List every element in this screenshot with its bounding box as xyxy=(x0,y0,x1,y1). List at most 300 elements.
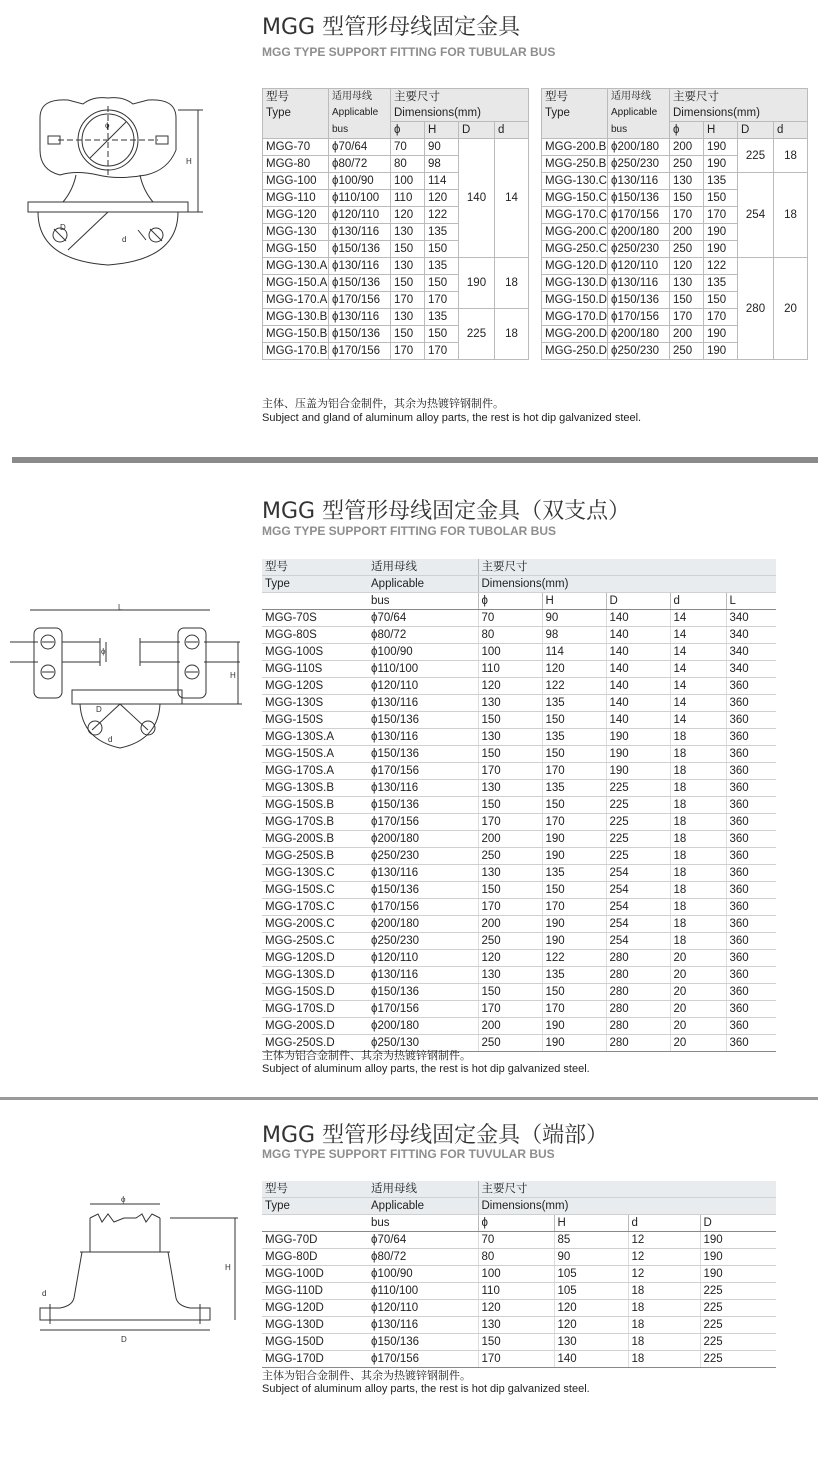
cell-L: 360 xyxy=(726,729,776,746)
cell-type: MGG-150.A xyxy=(263,275,329,292)
cell-type: MGG-130S.D xyxy=(262,967,368,984)
cell-phi: 130 xyxy=(391,309,425,326)
cell-H: 170 xyxy=(542,814,606,831)
cell-bus: ϕ150/136 xyxy=(608,190,670,207)
th-bus-en: Applicable xyxy=(608,105,670,122)
cell-d: 14 xyxy=(670,695,726,712)
cell-phi: 250 xyxy=(478,933,542,950)
cell-D: 254 xyxy=(738,173,774,258)
cell-bus: ϕ170/156 xyxy=(329,343,391,360)
cell-phi: 250 xyxy=(670,343,704,360)
cell-phi: 120 xyxy=(478,1300,554,1317)
table-row xyxy=(262,950,776,967)
cell-phi: 130 xyxy=(478,780,542,797)
cell-L: 360 xyxy=(726,1001,776,1018)
cell-bus: ϕ250/130 xyxy=(368,1035,478,1052)
table-row xyxy=(542,139,808,156)
cell-bus: ϕ150/136 xyxy=(368,746,478,763)
cell-H: 135 xyxy=(542,729,606,746)
th-D: D xyxy=(459,122,495,139)
cell-type: MGG-120S.D xyxy=(262,950,368,967)
cell-d: 18 xyxy=(670,763,726,780)
cell-d: 14 xyxy=(670,610,726,627)
cell-phi: 200 xyxy=(478,831,542,848)
cell-bus: ϕ130/116 xyxy=(329,224,391,241)
cell-type: MGG-250S.C xyxy=(262,933,368,950)
cell-bus: ϕ150/136 xyxy=(368,712,478,729)
table-row xyxy=(262,1018,776,1035)
cell-phi: 170 xyxy=(391,292,425,309)
th-col-d: d xyxy=(670,593,726,610)
cell-D: 190 xyxy=(700,1266,776,1283)
cell-phi: 170 xyxy=(478,1351,554,1368)
cell-d: 20 xyxy=(670,967,726,984)
cell-phi: 80 xyxy=(478,627,542,644)
cell-H: 130 xyxy=(554,1334,628,1351)
cell-D: 225 xyxy=(700,1300,776,1317)
table-row xyxy=(262,1317,776,1334)
cell-L: 360 xyxy=(726,933,776,950)
cell-type: MGG-120 xyxy=(263,207,329,224)
table-row xyxy=(262,1232,776,1249)
cell-phi: 130 xyxy=(670,275,704,292)
cell-d: 18 xyxy=(670,916,726,933)
table-row xyxy=(262,780,776,797)
cell-type: MGG-130.C xyxy=(542,173,608,190)
section2-body xyxy=(262,610,776,1052)
cell-H: 170 xyxy=(542,899,606,916)
cell-L: 340 xyxy=(726,627,776,644)
th-col-phi: ϕ xyxy=(478,593,542,610)
cell-D: 190 xyxy=(700,1249,776,1266)
cell-type: MGG-150S.D xyxy=(262,984,368,1001)
dim-label-H: H xyxy=(225,1263,231,1272)
cell-H: 122 xyxy=(704,258,738,275)
cell-D: 190 xyxy=(459,258,495,309)
cell-d: 18 xyxy=(495,309,529,360)
cell-type: MGG-150S.B xyxy=(262,797,368,814)
dim-label-L: L xyxy=(118,603,123,612)
cell-bus: ϕ130/116 xyxy=(368,729,478,746)
table-row xyxy=(262,661,776,678)
cell-bus: ϕ250/230 xyxy=(608,156,670,173)
th-col-d: d xyxy=(628,1215,700,1232)
th-type-cn: 型号 xyxy=(263,89,329,106)
table-row xyxy=(542,173,808,190)
cell-D: 140 xyxy=(606,695,670,712)
table-row xyxy=(262,729,776,746)
table-row xyxy=(262,831,776,848)
table-row xyxy=(262,848,776,865)
cell-L: 360 xyxy=(726,678,776,695)
cell-phi: 70 xyxy=(478,1232,554,1249)
table-row xyxy=(263,258,529,275)
cell-H: 150 xyxy=(542,984,606,1001)
table-row xyxy=(262,967,776,984)
cell-L: 360 xyxy=(726,848,776,865)
cell-bus: ϕ150/136 xyxy=(368,1334,478,1351)
cell-d: 20 xyxy=(670,984,726,1001)
cell-bus: ϕ120/110 xyxy=(608,258,670,275)
cell-d: 20 xyxy=(670,1035,726,1052)
cell-L: 340 xyxy=(726,610,776,627)
cell-d: 18 xyxy=(670,933,726,950)
cell-L: 360 xyxy=(726,1018,776,1035)
cell-H: 150 xyxy=(542,712,606,729)
cell-H: 122 xyxy=(542,678,606,695)
cell-bus: ϕ130/116 xyxy=(329,309,391,326)
dim-label-phi: ϕ xyxy=(105,121,110,130)
cell-d: 18 xyxy=(670,729,726,746)
cell-H: 190 xyxy=(542,1018,606,1035)
cell-type: MGG-70 xyxy=(263,139,329,156)
cell-H: 150 xyxy=(425,275,459,292)
cell-H: 190 xyxy=(704,139,738,156)
th-d: d xyxy=(774,122,808,139)
cell-bus: ϕ130/116 xyxy=(329,258,391,275)
cell-type: MGG-110S xyxy=(262,661,368,678)
table-row xyxy=(262,1334,776,1351)
th-bus-cn: 适用母线 xyxy=(608,89,670,106)
cell-bus: ϕ250/230 xyxy=(368,933,478,950)
cell-bus: ϕ110/100 xyxy=(368,1283,478,1300)
cell-D: 225 xyxy=(700,1317,776,1334)
cell-d: 18 xyxy=(774,139,808,173)
cell-H: 150 xyxy=(542,797,606,814)
table-row xyxy=(262,1300,776,1317)
th-type-en: Type xyxy=(262,1198,368,1215)
cell-L: 360 xyxy=(726,780,776,797)
th-dim-en: Dimensions(mm) xyxy=(478,576,776,593)
cell-d: 20 xyxy=(670,1018,726,1035)
cell-D: 225 xyxy=(606,797,670,814)
th-col-H: H xyxy=(542,593,606,610)
section2-title: MGG 型管形母线固定金具（双支点） xyxy=(262,499,631,524)
cell-bus: ϕ70/64 xyxy=(329,139,391,156)
cell-H: 135 xyxy=(542,780,606,797)
cell-type: MGG-170S.C xyxy=(262,899,368,916)
cell-phi: 150 xyxy=(391,275,425,292)
th-bus-en2: bus xyxy=(608,122,670,139)
cell-bus: ϕ110/100 xyxy=(368,661,478,678)
cell-bus: ϕ100/90 xyxy=(368,1266,478,1283)
dim-label-d: d xyxy=(108,735,113,744)
dim-label-D: D xyxy=(96,705,102,714)
cell-d: 20 xyxy=(670,950,726,967)
table-row xyxy=(262,763,776,780)
cell-bus: ϕ120/110 xyxy=(368,950,478,967)
cell-type: MGG-120.D xyxy=(542,258,608,275)
cell-H: 135 xyxy=(425,309,459,326)
cell-D: 280 xyxy=(606,1001,670,1018)
cell-bus: ϕ150/136 xyxy=(329,241,391,258)
cell-phi: 130 xyxy=(478,695,542,712)
cell-H: 120 xyxy=(554,1300,628,1317)
section1-note-en: Subject and gland of aluminum alloy parts, the rest is hot dip galvanized steel. xyxy=(262,412,642,424)
cell-phi: 150 xyxy=(478,797,542,814)
section1-right-body xyxy=(542,139,808,360)
th-col-phi: ϕ xyxy=(478,1215,554,1232)
cell-H: 90 xyxy=(542,610,606,627)
cell-D: 280 xyxy=(606,950,670,967)
th-dim-en: Dimensions(mm) xyxy=(478,1198,776,1215)
cell-type: MGG-70D xyxy=(262,1232,368,1249)
th-dim-cn: 主要尺寸 xyxy=(670,89,808,106)
cell-phi: 120 xyxy=(478,950,542,967)
table-row xyxy=(262,644,776,661)
th-bus-en: Applicable xyxy=(368,576,478,593)
cell-H: 150 xyxy=(542,746,606,763)
cell-d: 18 xyxy=(670,831,726,848)
cell-H: 170 xyxy=(425,292,459,309)
cell-H: 150 xyxy=(425,326,459,343)
cell-phi: 250 xyxy=(478,848,542,865)
th-dim-cn: 主要尺寸 xyxy=(478,559,776,576)
cell-H: 135 xyxy=(425,224,459,241)
cell-bus: ϕ200/180 xyxy=(608,224,670,241)
cell-H: 90 xyxy=(554,1249,628,1266)
cell-type: MGG-170.A xyxy=(263,292,329,309)
cell-phi: 100 xyxy=(478,644,542,661)
cell-phi: 120 xyxy=(478,678,542,695)
cell-L: 360 xyxy=(726,814,776,831)
table-row xyxy=(262,695,776,712)
th-type-cn: 型号 xyxy=(542,89,608,106)
cell-D: 254 xyxy=(606,899,670,916)
cell-d: 14 xyxy=(670,678,726,695)
th-type-en: Type xyxy=(542,105,608,122)
dim-label-H: H xyxy=(230,671,236,680)
dim-label-phi: ϕ xyxy=(121,1195,126,1204)
cell-L: 340 xyxy=(726,661,776,678)
th-bus-en: Applicable xyxy=(368,1198,478,1215)
section-divider xyxy=(0,1097,818,1100)
cell-phi: 110 xyxy=(478,1283,554,1300)
cell-bus: ϕ170/156 xyxy=(368,1351,478,1368)
section1-right-table xyxy=(541,88,808,360)
cell-type: MGG-170.C xyxy=(542,207,608,224)
cell-bus: ϕ110/100 xyxy=(329,190,391,207)
cell-d: 18 xyxy=(670,780,726,797)
cell-bus: ϕ150/136 xyxy=(608,292,670,309)
cell-D: 225 xyxy=(738,139,774,173)
cell-type: MGG-130.D xyxy=(542,275,608,292)
section1-left-table xyxy=(262,88,529,360)
cell-type: MGG-150.C xyxy=(542,190,608,207)
cell-type: MGG-200.C xyxy=(542,224,608,241)
cell-L: 360 xyxy=(726,695,776,712)
section1-note-cn: 主体、压盖为铝合金制件，其余为热镀锌钢制件。 xyxy=(262,398,504,410)
table-row xyxy=(263,139,529,156)
cell-H: 150 xyxy=(542,882,606,899)
cell-D: 225 xyxy=(606,848,670,865)
th-D: D xyxy=(738,122,774,139)
table-row xyxy=(262,1001,776,1018)
cell-H: 120 xyxy=(554,1317,628,1334)
cell-H: 190 xyxy=(542,1035,606,1052)
table-row xyxy=(262,712,776,729)
cell-type: MGG-200S.B xyxy=(262,831,368,848)
section1-left-body xyxy=(263,139,529,360)
cell-type: MGG-250.B xyxy=(542,156,608,173)
cell-H: 150 xyxy=(704,292,738,309)
table-row xyxy=(262,627,776,644)
th-phi: ϕ xyxy=(391,122,425,139)
cell-L: 360 xyxy=(726,1035,776,1052)
table-row xyxy=(262,610,776,627)
cell-H: 190 xyxy=(704,343,738,360)
cell-type: MGG-130S.C xyxy=(262,865,368,882)
section2-subtitle: MGG TYPE SUPPORT FITTING FOR TUBOLAR BUS xyxy=(262,524,556,538)
th-type-en: Type xyxy=(263,105,329,122)
cell-D: 140 xyxy=(606,644,670,661)
section1-subtitle: MGG TYPE SUPPORT FITTING FOR TUBULAR BUS xyxy=(262,45,556,59)
cell-phi: 130 xyxy=(478,865,542,882)
cell-type: MGG-130S xyxy=(262,695,368,712)
cell-bus: ϕ70/64 xyxy=(368,610,478,627)
th-bus-en2: bus xyxy=(329,122,391,139)
table-row xyxy=(262,1351,776,1368)
cell-L: 360 xyxy=(726,831,776,848)
cell-type: MGG-250S.B xyxy=(262,848,368,865)
th-bus-en: Applicable xyxy=(329,105,391,122)
cell-phi: 130 xyxy=(478,967,542,984)
cell-H: 122 xyxy=(425,207,459,224)
cell-d: 18 xyxy=(495,258,529,309)
cell-phi: 150 xyxy=(478,1334,554,1351)
cell-bus: ϕ170/156 xyxy=(329,292,391,309)
cell-H: 120 xyxy=(425,190,459,207)
cell-type: MGG-120S xyxy=(262,678,368,695)
table-row xyxy=(262,814,776,831)
cell-d: 20 xyxy=(670,1001,726,1018)
cell-type: MGG-170.D xyxy=(542,309,608,326)
cell-H: 190 xyxy=(542,933,606,950)
cell-D: 140 xyxy=(606,661,670,678)
cell-H: 190 xyxy=(704,156,738,173)
cell-phi: 150 xyxy=(391,241,425,258)
cell-type: MGG-250.C xyxy=(542,241,608,258)
cell-type: MGG-100D xyxy=(262,1266,368,1283)
cell-H: 140 xyxy=(554,1351,628,1368)
cell-D: 254 xyxy=(606,865,670,882)
table-row xyxy=(262,1035,776,1052)
cell-bus: ϕ150/136 xyxy=(368,797,478,814)
cell-d: 18 xyxy=(774,173,808,258)
cell-type: MGG-200S.C xyxy=(262,916,368,933)
table-row xyxy=(262,678,776,695)
cell-bus: ϕ130/116 xyxy=(368,695,478,712)
cell-H: 170 xyxy=(704,207,738,224)
cell-D: 280 xyxy=(738,258,774,360)
cell-bus: ϕ250/230 xyxy=(608,343,670,360)
cell-D: 140 xyxy=(606,627,670,644)
cell-H: 190 xyxy=(704,326,738,343)
cell-bus: ϕ150/136 xyxy=(368,882,478,899)
table-row xyxy=(262,1266,776,1283)
cell-bus: ϕ150/136 xyxy=(368,984,478,1001)
cell-phi: 170 xyxy=(478,814,542,831)
cell-bus: ϕ200/180 xyxy=(368,1018,478,1035)
table-row xyxy=(262,984,776,1001)
cell-H: 150 xyxy=(425,241,459,258)
th-H: H xyxy=(704,122,738,139)
cell-d: 18 xyxy=(628,1300,700,1317)
cell-phi: 150 xyxy=(391,326,425,343)
cell-H: 135 xyxy=(704,275,738,292)
th-type-en: Type xyxy=(262,576,368,593)
th-col-D: D xyxy=(700,1215,776,1232)
cell-H: 150 xyxy=(704,190,738,207)
cell-d: 12 xyxy=(628,1249,700,1266)
cell-type: MGG-150D xyxy=(262,1334,368,1351)
cell-type: MGG-130.B xyxy=(263,309,329,326)
cell-bus: ϕ100/90 xyxy=(368,644,478,661)
cell-type: MGG-130D xyxy=(262,1317,368,1334)
cell-L: 360 xyxy=(726,950,776,967)
cell-type: MGG-130S.A xyxy=(262,729,368,746)
section3-diagram xyxy=(20,1190,245,1350)
cell-bus: ϕ80/72 xyxy=(329,156,391,173)
cell-phi: 130 xyxy=(391,224,425,241)
cell-type: MGG-150.B xyxy=(263,326,329,343)
cell-L: 360 xyxy=(726,899,776,916)
th-type-cn: 型号 xyxy=(262,1181,368,1198)
section3-body xyxy=(262,1232,776,1368)
th-H: H xyxy=(425,122,459,139)
th-dim-cn: 主要尺寸 xyxy=(478,1181,776,1198)
cell-D: 190 xyxy=(700,1232,776,1249)
cell-d: 14 xyxy=(670,644,726,661)
cell-phi: 100 xyxy=(478,1266,554,1283)
cell-D: 140 xyxy=(606,678,670,695)
cell-bus: ϕ130/116 xyxy=(368,865,478,882)
cell-phi: 130 xyxy=(478,1317,554,1334)
cell-type: MGG-70S xyxy=(262,610,368,627)
cell-L: 360 xyxy=(726,865,776,882)
cell-type: MGG-170.B xyxy=(263,343,329,360)
cell-phi: 120 xyxy=(391,207,425,224)
cell-phi: 170 xyxy=(478,1001,542,1018)
cell-d: 18 xyxy=(628,1351,700,1368)
cell-H: 170 xyxy=(542,1001,606,1018)
cell-H: 122 xyxy=(542,950,606,967)
th-dim-cn: 主要尺寸 xyxy=(391,89,529,106)
cell-phi: 200 xyxy=(478,1018,542,1035)
section3-title: MGG 型管形母线固定金具（端部） xyxy=(262,1123,609,1148)
cell-phi: 150 xyxy=(478,984,542,1001)
cell-d: 18 xyxy=(628,1317,700,1334)
cell-D: 140 xyxy=(606,712,670,729)
cell-D: 140 xyxy=(459,139,495,258)
th-type-cn: 型号 xyxy=(262,559,368,576)
cell-bus: ϕ80/72 xyxy=(368,1249,478,1266)
cell-phi: 130 xyxy=(391,258,425,275)
cell-type: MGG-200.D xyxy=(542,326,608,343)
table-row xyxy=(262,1283,776,1300)
cell-phi: 170 xyxy=(670,207,704,224)
cell-bus: ϕ150/136 xyxy=(329,275,391,292)
cell-phi: 150 xyxy=(478,746,542,763)
cell-D: 140 xyxy=(606,610,670,627)
cell-d: 18 xyxy=(670,848,726,865)
cell-phi: 170 xyxy=(670,309,704,326)
table-row xyxy=(262,746,776,763)
cell-d: 18 xyxy=(670,882,726,899)
cell-D: 225 xyxy=(459,309,495,360)
cell-H: 170 xyxy=(704,309,738,326)
cell-L: 360 xyxy=(726,712,776,729)
